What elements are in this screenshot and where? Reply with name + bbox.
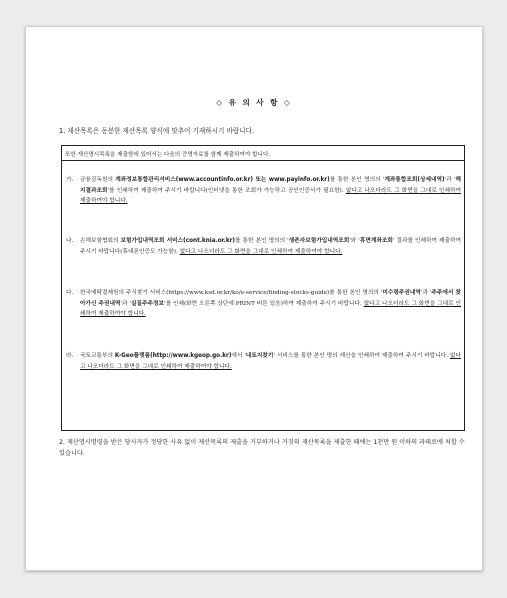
note-2: 2. 재산명시명령을 받은 당사자가 정당한 사유 없이 재산목록의 제출을 거부하거나 거짓의 재산목록을 제출한 때에는 1천만 원 이하의 과태료에 처할 수 있습니다. xyxy=(59,439,465,457)
document-title: ◇ 유 의 사 항 ◇ xyxy=(216,98,292,107)
evidence-box xyxy=(61,145,465,431)
item-marker: 가. xyxy=(66,177,74,183)
item-text: 한국예탁결제원의 주식찾기 서비스(https://www.ksd.or.kr/ko/e-service/finding-stocks-guide)를 통한 본인 명의의 '미수령주권내역'과 '주주에서 찾아가신 주권내역'과 '실질주주정보'를 인쇄(화면 오른쪽 상단에 PRINT 버튼 있음)하여 제출하여 주시기 바랍니다. 없다고 나오더라도 그 화면을 그대로 인쇄하여 제출하여야 합니다. xyxy=(80,290,461,317)
item-text: 손해보험협회의 보험가입내역조회 서비스(cont.knia.or.kr)를 통한 본인 명의의 '생존자보험가입내역조회'와 '휴면계좌조회' 결과를 인쇄하여 제출하여 주시기 바랍니다(휴대폰인증도 가능함). 없다고 나오더라도 그 화면을 그대로 인쇄하여 제출하여야 합니다. xyxy=(80,238,461,255)
item-text: 국토교통부의 K-Geo플랫폼(http://www.kgeop.go.kr)에서 '내토지찾기' 서비스를 통한 본인 명의 재산을 인쇄하여 제출하여 주시기 바랍니다. 없다고 나오더라도 그 화면을 그대로 인쇄하여 제출하여야 합니다. xyxy=(80,353,461,370)
evidence-item-da xyxy=(66,288,461,320)
evidence-box-header: 또한 재산명시목록을 제출함에 있어서는 다음의 증명자료를 함께 제출하여야 합니다. xyxy=(62,146,464,161)
document-page xyxy=(25,26,483,571)
item-marker: 라. xyxy=(66,353,74,359)
evidence-item-ra xyxy=(66,351,461,372)
item-marker: 나. xyxy=(66,238,74,244)
note-1: 1. 재산목록은 동봉한 재산목록 양식에 맞추어 기재하시기 바랍니다. xyxy=(59,127,255,135)
evidence-item-na xyxy=(66,236,461,257)
evidence-item-ga xyxy=(66,175,461,207)
item-marker: 다. xyxy=(66,290,74,296)
item-text: 금융감독원의 계좌정보통합관리서비스(www.accountinfo.or.kr) 또는 www.payinfo.or.kr)를 통한 본인 명의의 '계좌통합조회(상세내역)'과 '해지결과조회'를 인쇄하여 제출하여 주시기 바랍니다(인터넷을 통한 조회가 가능하고 공인인증서가 필요함). 없다고 나오더라도 그 화면을 그대로 인쇄하여 제출하여야 합니다. xyxy=(80,177,462,204)
